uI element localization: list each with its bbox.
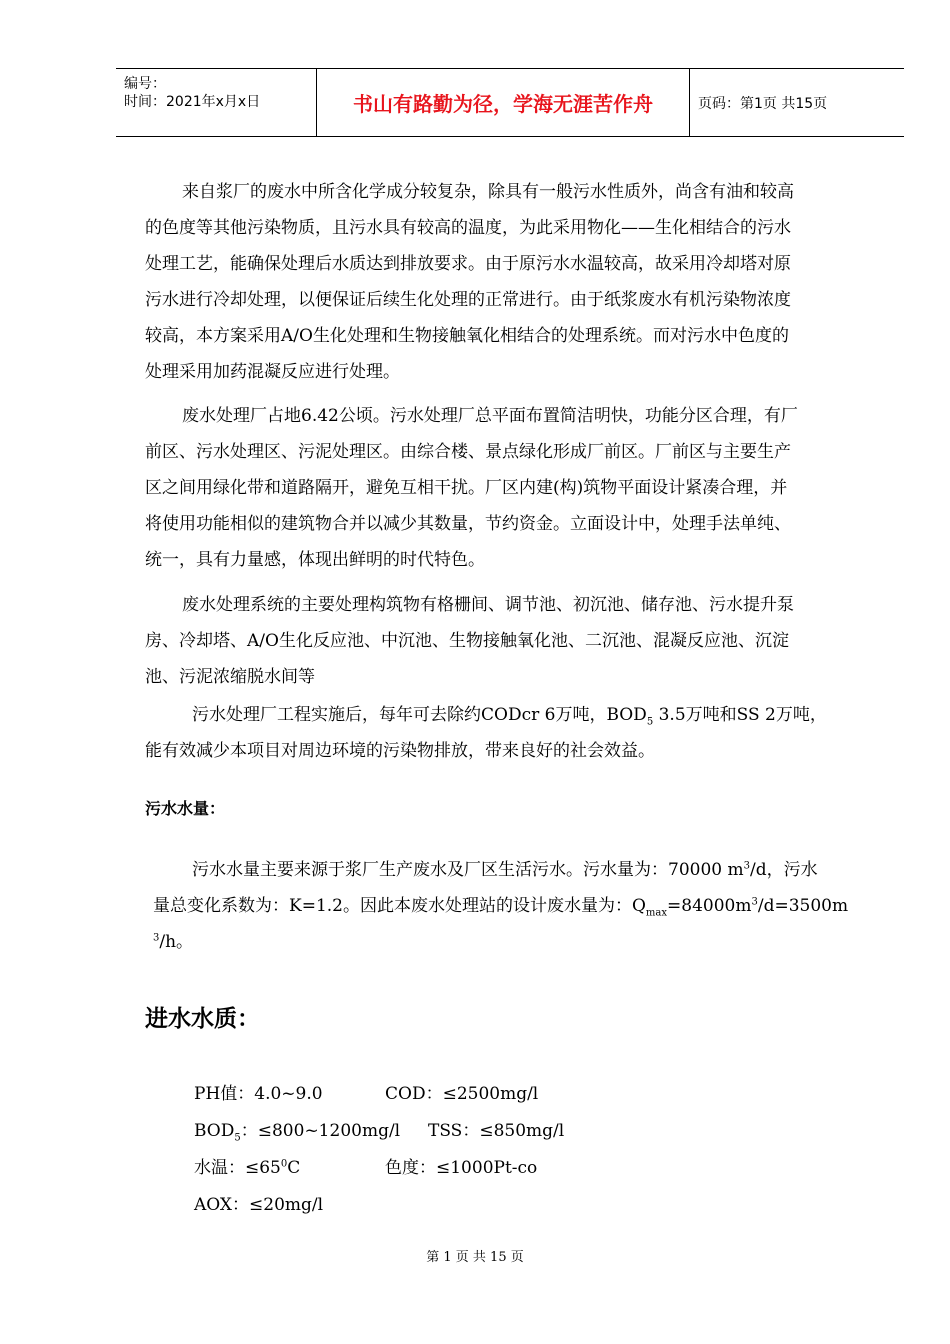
paragraph-intro bbox=[145, 174, 885, 390]
text-run: /d=3500m bbox=[757, 896, 849, 916]
paragraph-volume bbox=[153, 852, 893, 960]
text-run: 3.5万吨和SS 2万吨， bbox=[653, 705, 827, 725]
text-line bbox=[145, 697, 885, 733]
text-line: 池、污泥浓缩脱水间等 bbox=[145, 667, 315, 687]
subscript: 5 bbox=[234, 1132, 241, 1144]
text-run: 污水水量主要来源于浆厂生产废水及厂区生活污水。污水量为：70000 m bbox=[192, 860, 744, 880]
header-page-label: 页码：第1页 共15页 bbox=[698, 95, 828, 112]
text-line: 较高，本方案采用A/O生化处理和生物接触氧化相结合的处理系统。而对污水中色度的 bbox=[145, 326, 789, 346]
text-line: 污水进行冷却处理，以便保证后续生化处理的正常进行。由于纸浆废水有机污染物浓度 bbox=[145, 290, 791, 310]
text-line: 统一，具有力量感，体现出鲜明的时代特色。 bbox=[145, 550, 485, 570]
superscript: 3 bbox=[153, 932, 160, 944]
header-motto: 书山有路勤为径，学海无涯苦作舟 bbox=[317, 69, 690, 136]
subscript: 5 bbox=[646, 716, 654, 728]
superscript: 3 bbox=[751, 896, 758, 908]
text-run: C bbox=[287, 1158, 301, 1178]
quality-row bbox=[194, 1113, 694, 1150]
text-line: 前区、污水处理区、污泥处理区。由综合楼、景点绿化形成厂前区。厂前区与主要生产 bbox=[145, 442, 791, 462]
influent-quality-list bbox=[194, 1076, 694, 1224]
section-title-influent-quality: 进水水质： bbox=[145, 1006, 260, 1032]
text-line: 处理工艺，能确保处理后水质达到排放要求。由于原污水水温较高，故采用冷却塔对原 bbox=[145, 254, 791, 274]
quality-bod bbox=[194, 1113, 400, 1150]
quality-row bbox=[194, 1187, 694, 1224]
quality-color: 色度：≤1000Pt-co bbox=[385, 1158, 538, 1178]
superscript: 0 bbox=[280, 1158, 288, 1170]
text-line: 来自浆厂的废水中所含化学成分较复杂，除具有一般污水性质外，尚含有油和较高 bbox=[182, 182, 794, 202]
text-run: 量总变化系数为：K=1.2。因此本废水处理站的设计废水量为：Q bbox=[153, 896, 646, 916]
paragraph-layout bbox=[145, 398, 885, 578]
text-line: 废水处理厂占地6.42公顷。污水处理厂总平面布置简洁明快，功能分区合理，有厂 bbox=[182, 406, 798, 426]
text-run: =84000m bbox=[667, 896, 752, 916]
text-line bbox=[153, 852, 893, 888]
text-run: /d，污水 bbox=[749, 860, 818, 880]
text-line: 处理采用加药混凝反应进行处理。 bbox=[145, 362, 400, 382]
quality-ph: PH值：4.0~9.0 bbox=[194, 1084, 323, 1104]
paragraph-structures bbox=[145, 587, 885, 695]
quality-row bbox=[194, 1150, 694, 1187]
text-line: 的色度等其他污染物质，且污水具有较高的温度，为此采用物化——生化相结合的污水 bbox=[145, 218, 791, 238]
subtitle-water-volume: 污水水量： bbox=[145, 799, 226, 818]
paragraph-benefits bbox=[145, 697, 885, 769]
superscript: 3 bbox=[743, 860, 750, 872]
header-meta-cell bbox=[116, 69, 317, 136]
page-header bbox=[116, 68, 904, 137]
quality-row bbox=[194, 1076, 694, 1113]
page-footer: 第 1 页 共 15 页 bbox=[426, 1250, 524, 1265]
text-line: 能有效减少本项目对周边环境的污染物排放，带来良好的社会效益。 bbox=[145, 741, 655, 761]
text-run: BOD bbox=[194, 1121, 235, 1141]
text-line: 区之间用绿化带和道路隔开，避免互相干扰。厂区内建(构)筑物平面设计紧凑合理，并 bbox=[145, 478, 788, 498]
quality-temperature bbox=[194, 1150, 300, 1187]
text-run: 水温：≤65 bbox=[194, 1158, 281, 1178]
subscript: max bbox=[645, 907, 668, 919]
text-line bbox=[153, 888, 893, 924]
doc-time-label: 时间：2021年x月x日 bbox=[124, 94, 261, 110]
text-line: 将使用功能相似的建筑物合并以减少其数量，节约资金。立面设计中，处理手法单纯、 bbox=[145, 514, 791, 534]
text-line: 房、冷却塔、A/O生化反应池、中沉池、生物接触氧化池、二沉池、混凝反应池、沉淀 bbox=[145, 631, 789, 651]
text-line bbox=[153, 924, 893, 960]
quality-cod: COD：≤2500mg/l bbox=[385, 1084, 539, 1104]
quality-aox: AOX：≤20mg/l bbox=[194, 1195, 324, 1215]
text-run: 污水处理厂工程实施后，每年可去除约CODcr 6万吨，BOD bbox=[192, 705, 647, 725]
text-line: 废水处理系统的主要处理构筑物有格栅间、调节池、初沉池、储存池、污水提升泵 bbox=[182, 595, 794, 615]
text-run: /h。 bbox=[159, 932, 194, 952]
quality-tss: TSS：≤850mg/l bbox=[428, 1121, 565, 1141]
text-run: ：≤800~1200mg/l bbox=[240, 1121, 401, 1141]
doc-number-label: 编号： bbox=[124, 76, 166, 92]
